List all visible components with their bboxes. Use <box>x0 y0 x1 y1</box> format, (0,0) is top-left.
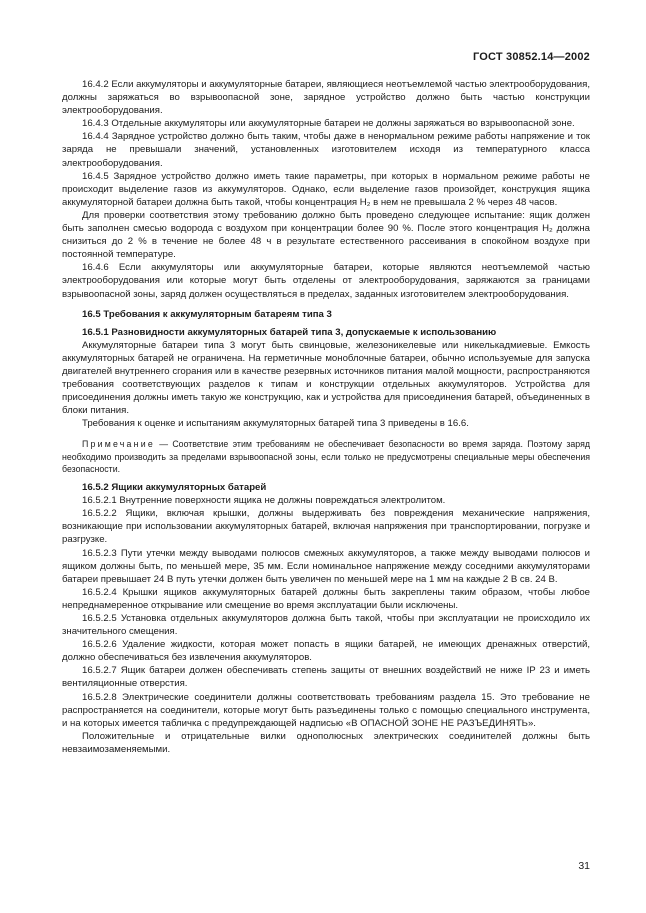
paragraph-16-4-6: 16.4.6 Если аккумуляторы или аккумуляторные батареи, которые являются неотъемлемой частью электрооборудования или которые могут быть отделены от электрооборудования, заряжаются за границами взрывоопасной зоны, заряд должен осуществляться в пределах, заданных изготовителем электрооборудования. <box>62 262 590 300</box>
page-number: 31 <box>578 860 590 872</box>
paragraph-16-5-2-4: 16.5.2.4 Крышки ящиков аккумуляторных батарей должны быть закреплены таким образом, чтобы любое непреднамеренное открывание или смещение во время эксплуатации были исключены. <box>62 586 590 611</box>
subsection-heading-16-5-1: 16.5.1 Разновидности аккумуляторных батарей типа 3, допускаемые к использованию <box>82 326 497 338</box>
paragraph-16-5-2-8: 16.5.2.8 Электрические соединители должны соответствовать требованиям раздела 15. Это требование не распространяется на соединители, которые могут быть разъединены только с помощью специального инструмента, и на которых имеется табличка с предупреждающей надписью «В ОПАСНОЙ ЗОНЕ НЕ РАЗЪЕДИНЯТЬ». <box>62 691 590 729</box>
note-text: — Соответствие этим требованиям не обеспечивает безопасности во время заряда. Поэтому заряд необходимо производить за пределами взрывоопасной зоны, если только не предусмотрены специальные меры обеспечения безопасности. <box>62 439 590 474</box>
document-header: ГОСТ 30852.14—2002 <box>472 51 590 63</box>
paragraph-connectors: Положительные и отрицательные вилки однополюсных электрических соединителей должны быть невзаимозаменяемыми. <box>62 730 590 755</box>
subsection-heading-16-5-2: 16.5.2 Ящики аккумуляторных батарей <box>82 482 267 494</box>
paragraph-16-4-4: 16.4.4 Зарядное устройство должно быть таким, чтобы даже в ненормальном режиме работы напряжение и ток заряда не превышали значений, установленных изготовителем исходя из температурного класса электрооборудования. <box>62 131 590 169</box>
section-heading-16-5: 16.5 Требования к аккумуляторным батареям типа 3 <box>82 308 332 320</box>
paragraph-16-4-5: 16.4.5 Зарядное устройство должно иметь такие параметры, при которых в нормальном режиме работы не происходит выделение газов из аккумуляторов. Однако, если выделение газов произойдет, конструкция ящика аккумуляторной батареи должна быть такой, чтобы концентрация H₂ в нем не превышала 2 % через 48 часов. <box>62 170 590 208</box>
paragraph-16-5-2-2: 16.5.2.2 Ящики, включая крышки, должны выдерживать без повреждения механические напряжения, возникающие при использовании аккумуляторных батарей, включая напряжения при транспортировании, погрузке и разгрузке. <box>62 508 590 546</box>
paragraph-battery-types: Аккумуляторные батареи типа 3 могут быть свинцовые, железоникелевые или никелькадмиевые. Емкость аккумуляторных батарей не ограничена. На герметичные моноблочные батареи, обычно используемые для запуска двигателей внутреннего сгорания или в качестве резервных источников питания малой мощности, распространяются требования соответствующих разделов к типам и конструкции отдельных аккумуляторов. Устройства для присоединения должны иметь такую же конструкцию, как и устройства для присоединения батарей, объединенных в блоки питания. <box>62 339 590 417</box>
paragraph-16-5-2-6: 16.5.2.6 Удаление жидкости, которая может попасть в ящики батарей, не имеющих дренажных отверстий, должно обеспечиваться без извлечения аккумуляторов. <box>62 639 590 664</box>
paragraph-16-5-2-1: 16.5.2.1 Внутренние поверхности ящика не должны повреждаться электролитом. <box>82 495 446 507</box>
paragraph-16-4-3: 16.4.3 Отдельные аккумуляторы или аккумуляторные батареи не должны заряжаться во взрывоопасной зоне. <box>82 118 575 130</box>
paragraph-16-5-2-5: 16.5.2.5 Установка отдельных аккумуляторов должна быть такой, чтобы при эксплуатации не происходило их значительного смещения. <box>62 612 590 638</box>
paragraph-16-5-2-3: 16.5.2.3 Пути утечки между выводами полюсов смежных аккумуляторов, а также между выводами полюсов и ящиком должны быть, по меньшей мере, 35 мм. Если номинальное напряжение между соседними аккумуляторами батареи превышает 24 В путь утечки должен быть увеличен по меньшей мере на 1 мм на каждые 2 В св. 24 В. <box>62 547 590 585</box>
paragraph-test-h2: Для проверки соответствия этому требованию должно быть проведено следующее испытание: ящик должен быть заполнен смесью водорода с воздухом при концентрации более 90 %. После этого концентрация H₂ должна снизиться до 2 % в течение не более 48 ч в результате естественного рассеивания в спокойном воздухе при постоянной температуре. <box>62 209 590 261</box>
paragraph-assessment-ref: Требования к оценке и испытаниям аккумуляторных батарей типа 3 приведены в 16.6. <box>82 418 469 430</box>
paragraph-16-4-2: 16.4.2 Если аккумуляторы и аккумуляторные батареи, являющиеся неотъемлемой частью электрооборудования, должны заряжаться во взрывоопасной зоне, зарядное устройство должно быть частью конструкции электрооборудования. <box>62 79 590 117</box>
note-label: Примечание <box>82 439 155 450</box>
note-paragraph <box>62 438 590 475</box>
document-body <box>62 78 590 756</box>
paragraph-16-5-2-7: 16.5.2.7 Ящик батареи должен обеспечивать степень защиты от внешних воздействий не ниже IP 23 и иметь вентиляционные отверстия. <box>62 665 590 690</box>
